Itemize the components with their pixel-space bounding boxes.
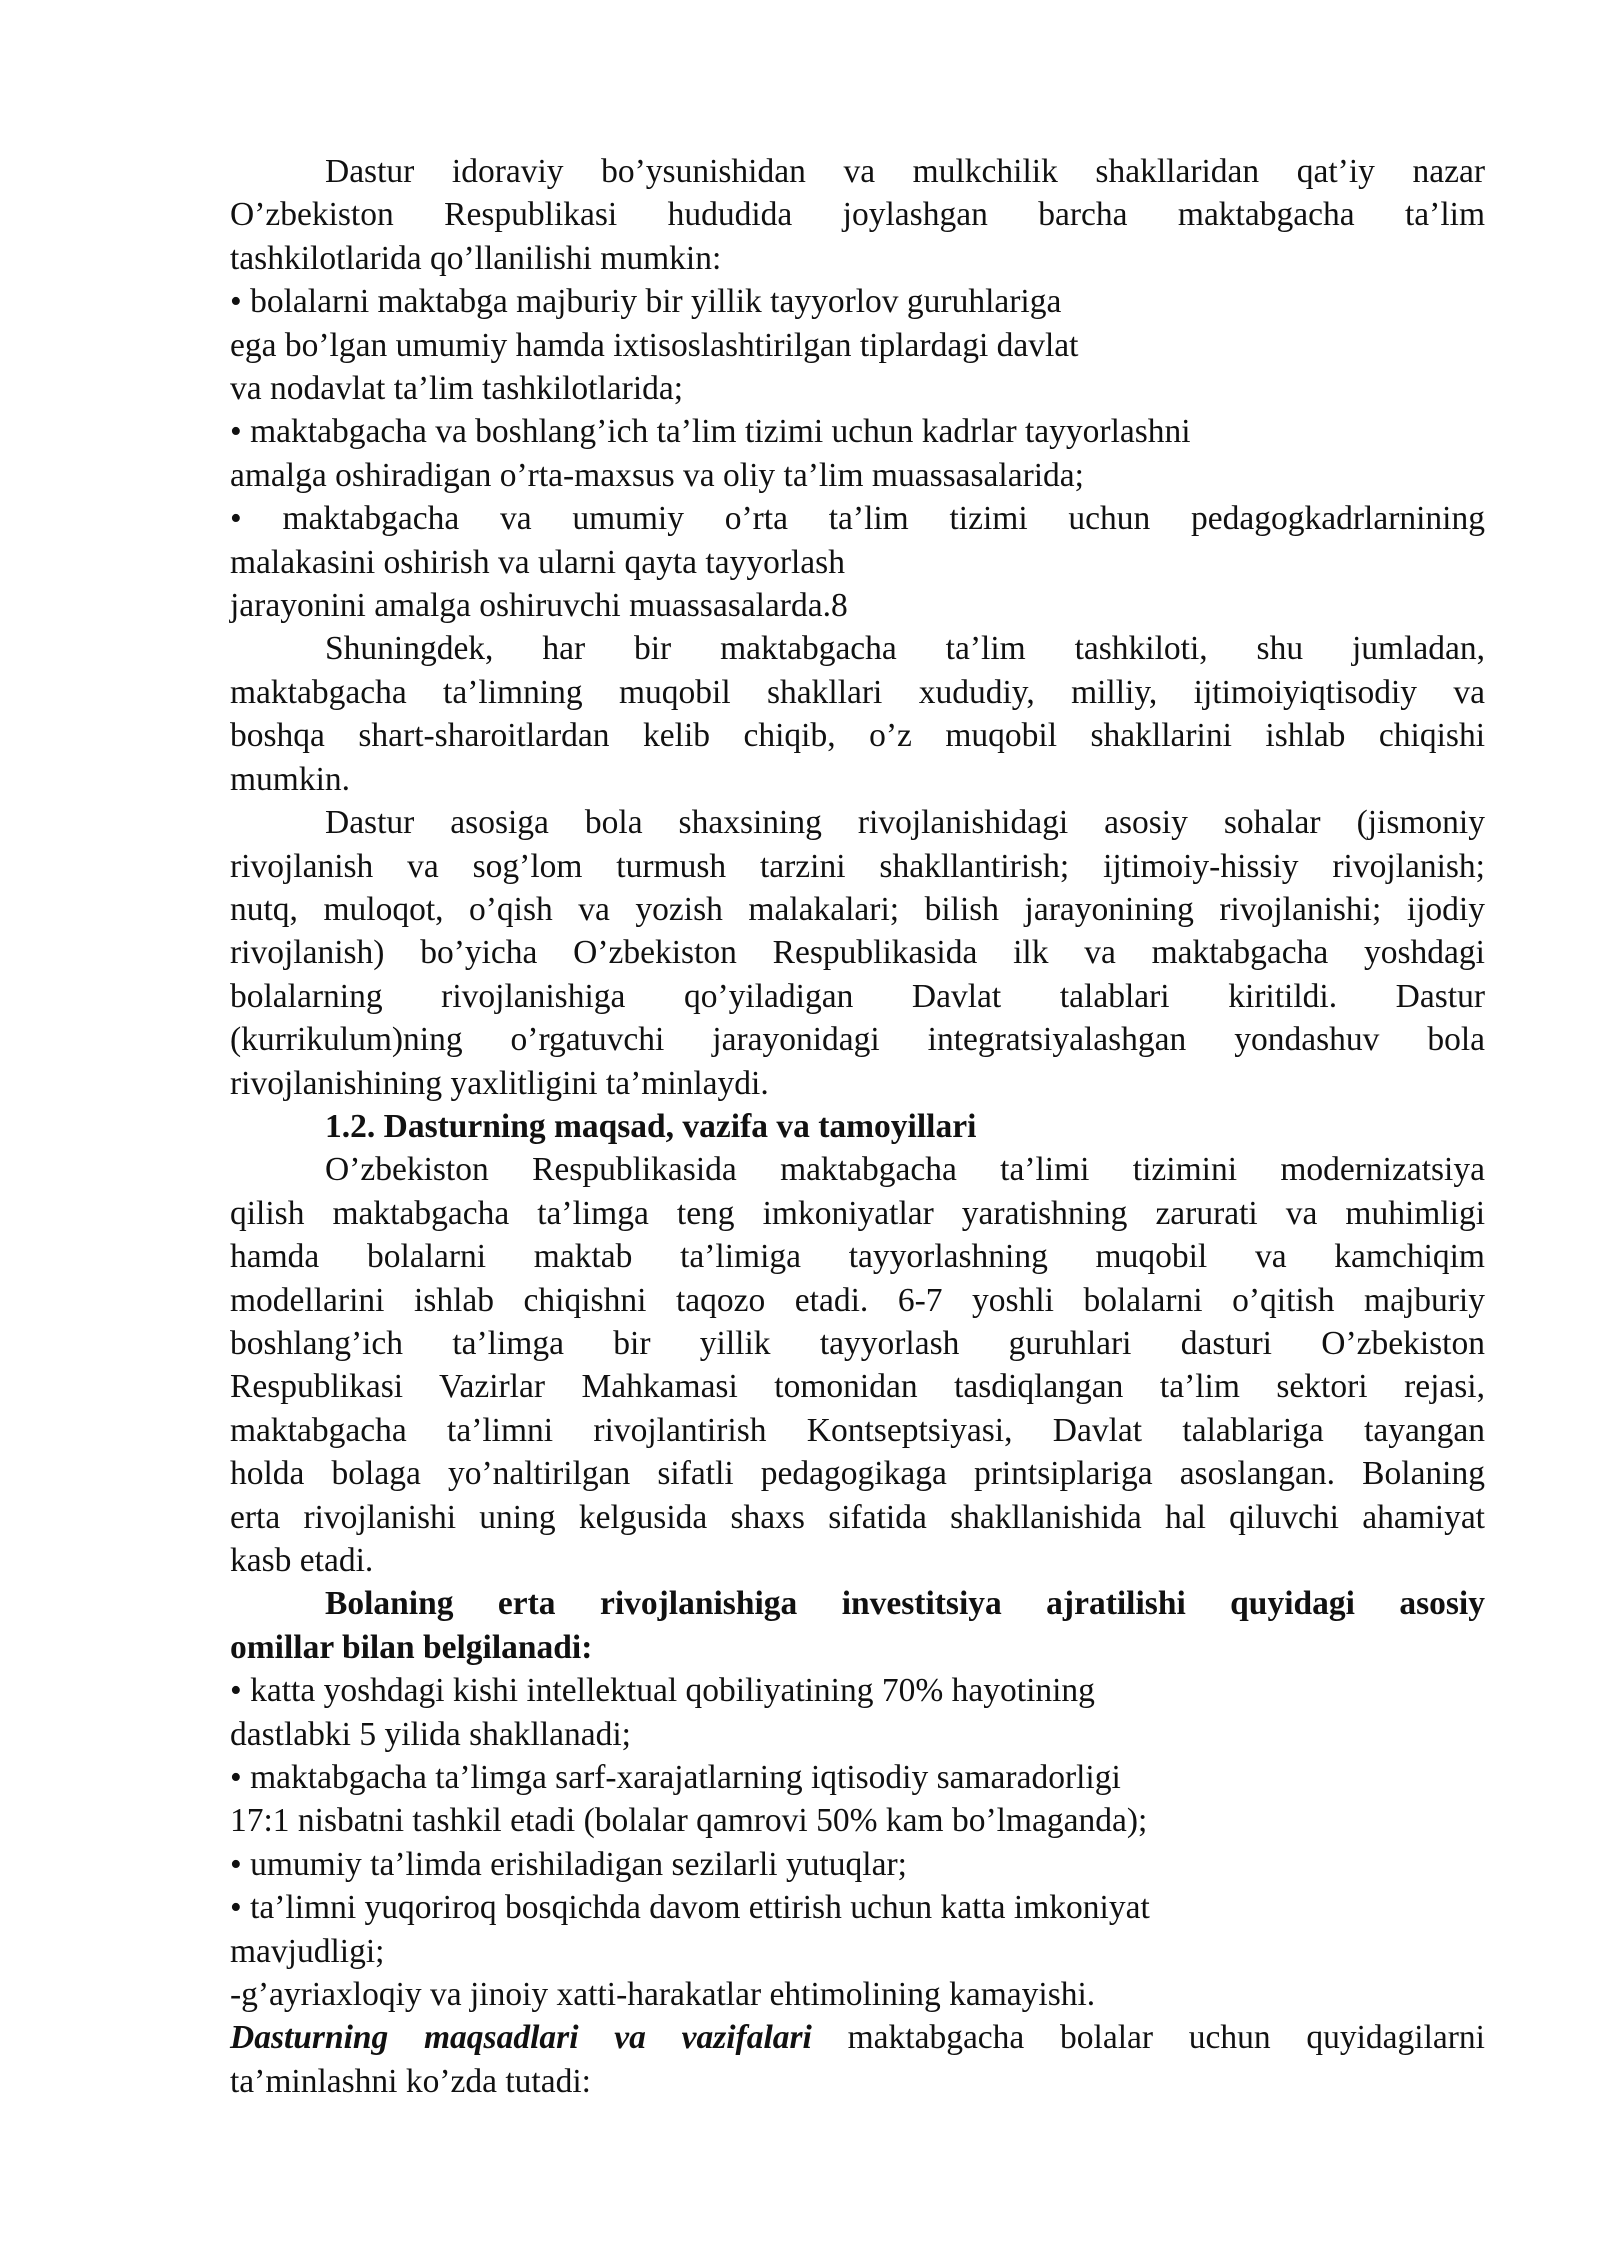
text-line: maktabgacha ta’limning muqobil shakllari xududiy, milliy, ijtimoiyiqtisodiy va [230,673,1485,711]
list-line: • maktabgacha va boshlang’ich ta’lim tizimi uchun kadrlar tayyorlashni [230,413,1191,451]
list-line: • umumiy ta’limda erishiladigan sezilarli yutuqlar; [230,1845,907,1883]
text-line: ta’minlashni ko’zda tutadi: [230,2062,591,2100]
text-line: mumkin. [230,760,351,798]
list-line: dastlabki 5 yilida shakllanadi; [230,1715,631,1753]
paragraph-3 [230,801,1485,1105]
paragraph-2 [230,627,1485,801]
emphasis-lead: Dasturning maqsadlari va vazifalari [230,2019,812,2057]
list-line: 17:1 nisbatni tashkil etadi (bolalar qamrovi 50% kam bo’lmaganda); [230,1802,1148,1840]
text-line: rivojlanish va sog’lom turmush tarzini shakllantirish; ijtimoiy-hissiy rivojlanish; [230,847,1485,885]
text-line: maktabgacha ta’limni rivojlantirish Kontseptsiyasi, Davlat talablariga tayangan [230,1411,1485,1449]
text-line: Dastur idoraviy bo’ysunishidan va mulkchilik shakllaridan qat’iy nazar [325,153,1485,190]
text-line: Bolaning erta rivojlanishiga investitsiya ajratilishi quyidagi asosiy [325,1585,1485,1623]
document-page [230,150,1485,2103]
text-line: Dastur asosiga bola shaxsining rivojlanishidagi asosiy sohalar (jismoniy [325,804,1485,842]
text-line: nutq, muloqot, o’qish va yozish malakalari; bilish jarayonining rivojlanishi; ijodiy [230,890,1485,928]
list-line: • maktabgacha ta’limga sarf-xarajatlarning iqtisodiy samaradorligi [230,1759,1121,1797]
text-line: (kurrikulum)ning o’rgatuvchi jarayonidagi integratsiyalashgan yondashuv bola [230,1021,1485,1059]
text-line [230,2016,1485,2059]
bullet-list-1 [230,280,1485,627]
list-line: • bolalarni maktabga majburiy bir yillik tayyorlov guruhlariga [230,283,1062,321]
bold-paragraph [230,1582,1485,1669]
text-line: kasb etadi. [230,1542,374,1579]
section-heading: 1.2. Dasturning maqsad, vazifa va tamoyillari [325,1107,977,1145]
list-line: • maktabgacha va umumiy o’rta ta’lim tizimi uchun pedagogkadrlarnining [230,500,1485,538]
text-line: rivojlanishining yaxlitligini ta’minlaydi. [230,1064,769,1102]
text-rest: maktabgacha bolalar uchun quyidagilarni [811,2019,1485,2057]
list-line: va nodavlat ta’lim tashkilotlarida; [230,370,684,408]
paragraph-4 [230,1148,1485,1582]
text-line: modellarini ishlab chiqishni taqozo etadi. 6-7 yoshli bolalarni o’qitish majburiy [230,1281,1485,1319]
text-line: omillar bilan belgilanadi: [230,1628,593,1666]
text-line: hamda bolalarni maktab ta’limiga tayyorlashning muqobil va kamchiqim [230,1238,1485,1276]
list-line: malakasini oshirish va ularni qayta tayyorlash [230,543,845,581]
text-line: O’zbekiston Respublikasi hududida joylashgan barcha maktabgacha ta’lim [230,196,1485,234]
text-line: O’zbekiston Respublikasida maktabgacha ta’limi tizimini modernizatsiya [325,1151,1485,1189]
list-line: jarayonini amalga oshiruvchi muassasalarda.8 [230,587,848,625]
text-line: holda bolaga yo’naltirilgan sifatli pedagogikaga printsiplariga asoslangan. Bolaning [230,1455,1485,1493]
text-line: boshlang’ich ta’limga bir yillik tayyorlash guruhlari dasturi O’zbekiston [230,1324,1485,1362]
text-line: Respublikasi Vazirlar Mahkamasi tomonidan tasdiqlangan ta’lim sektori rejasi, [230,1368,1485,1406]
text-line: qilish maktabgacha ta’limga teng imkoniyatlar yaratishning zarurati va muhimligi [230,1194,1485,1232]
list-line: mavjudligi; [230,1932,385,1970]
list-line: -g’ayriaxloqiy va jinoiy xatti-harakatlar ehtimolining kamayishi. [230,1976,1096,2014]
list-line: ega bo’lgan umumiy hamda ixtisoslashtirilgan tiplardagi davlat [230,326,1079,364]
text-line: boshqa shart-sharoitlardan kelib chiqib, o’z muqobil shakllarini ishlab chiqishi [230,717,1485,755]
bullet-list-2 [230,1669,1485,2016]
list-line: amalga oshiradigan o’rta-maxsus va oliy ta’lim muassasalarida; [230,456,1084,494]
text-line: rivojlanish) bo’yicha O’zbekiston Respublikasida ilk va maktabgacha yoshdagi [230,934,1485,972]
text-line: tashkilotlarida qo’llanilishi mumkin: [230,239,722,277]
final-paragraph [230,2016,1485,2103]
text-line: bolalarning rivojlanishiga qo’yiladigan Davlat talablari kiritildi. Dastur [230,977,1485,1015]
text-line: erta rivojlanishi uning kelgusida shaxs sifatida shakllanishida hal qiluvchi ahamiyat [230,1498,1485,1536]
paragraph-1 [230,150,1485,280]
list-line: • ta’limni yuqoriroq bosqichda davom ettirish uchun katta imkoniyat [230,1889,1150,1927]
text-line: Shuningdek, har bir maktabgacha ta’lim tashkiloti, shu jumladan, [325,630,1485,668]
list-line: • katta yoshdagi kishi intellektual qobiliyatining 70% hayotining [230,1672,1095,1710]
